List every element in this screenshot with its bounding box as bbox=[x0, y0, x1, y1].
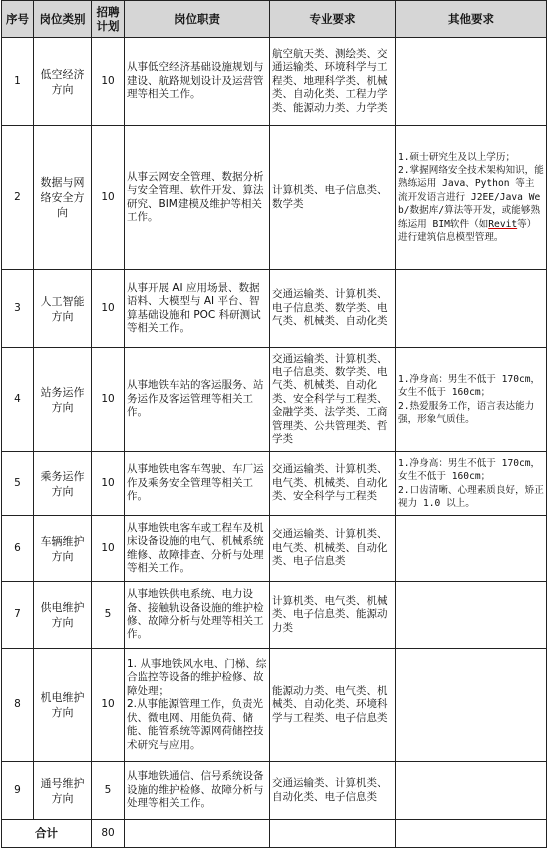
row-category: 数据与网络安全方向 bbox=[34, 126, 92, 270]
header-seq: 序号 bbox=[2, 1, 34, 38]
row-seq: 3 bbox=[2, 270, 34, 348]
row-plan: 10 bbox=[92, 649, 125, 762]
row-seq: 9 bbox=[2, 762, 34, 820]
row-plan: 10 bbox=[92, 38, 125, 126]
row-other bbox=[396, 516, 547, 582]
row-category: 站务运作方向 bbox=[34, 348, 92, 452]
total-empty-cell bbox=[270, 820, 396, 848]
row-major: 交通运输类、计算机类、电气类、机械类、自动化类、电子信息类 bbox=[270, 516, 396, 582]
header-duty: 岗位职责 bbox=[125, 1, 270, 38]
row-category: 通号维护方向 bbox=[34, 762, 92, 820]
row-major: 计算机类、电气类、机械类、电子信息类、能源动力类 bbox=[270, 582, 396, 649]
row-category: 供电维护方向 bbox=[34, 582, 92, 649]
total-label: 合计 bbox=[2, 820, 92, 848]
row-other: 1.净身高：男生不低于 170cm，女生不低于 160cm； 2.口齿清晰、心理素质良好，矫正视力 1.0 以上。 bbox=[396, 452, 547, 516]
table-row bbox=[2, 582, 547, 649]
row-plan: 10 bbox=[92, 516, 125, 582]
total-empty-cell bbox=[396, 820, 547, 848]
row-plan: 10 bbox=[92, 270, 125, 348]
header-major: 专业要求 bbox=[270, 1, 396, 38]
row-other: 1.净身高：男生不低于 170cm，女生不低于 160cm； 2.热爱服务工作，语言表达能力强，形象气质佳。 bbox=[396, 348, 547, 452]
header-category: 岗位类别 bbox=[34, 1, 92, 38]
row-duty: 从事开展 AI 应用场景、数据语料、大模型与 AI 平台、智算基础设施和 POC 科研测试等相关工作。 bbox=[125, 270, 270, 348]
row-plan: 10 bbox=[92, 126, 125, 270]
row-category: 低空经济方向 bbox=[34, 38, 92, 126]
row-seq: 2 bbox=[2, 126, 34, 270]
row-major: 交通运输类、计算机类、电气类、机械类、自动化类、安全科学与工程类 bbox=[270, 452, 396, 516]
row-other bbox=[396, 126, 547, 270]
row-major: 交通运输类、计算机类、自动化类、电子信息类 bbox=[270, 762, 396, 820]
row-other bbox=[396, 270, 547, 348]
row-duty: 从事地铁通信、信号系统设备设施的维护检修、故障分析与处理等相关工作。 bbox=[125, 762, 270, 820]
row-seq: 4 bbox=[2, 348, 34, 452]
table-row bbox=[2, 126, 547, 270]
header-other: 其他要求 bbox=[396, 1, 547, 38]
row-plan: 10 bbox=[92, 452, 125, 516]
row-plan: 5 bbox=[92, 582, 125, 649]
revit-term: Revit bbox=[488, 218, 518, 230]
row-category: 人工智能方向 bbox=[34, 270, 92, 348]
row-other bbox=[396, 38, 547, 126]
total-row bbox=[2, 820, 547, 848]
row-seq: 7 bbox=[2, 582, 34, 649]
header-plan: 招聘 计划 bbox=[92, 1, 125, 38]
row-seq: 5 bbox=[2, 452, 34, 516]
table-row bbox=[2, 270, 547, 348]
table-row bbox=[2, 452, 547, 516]
row-duty: 从事地铁电客车驾驶、车厂运作及乘务安全管理等相关工作。 bbox=[125, 452, 270, 516]
table-header-row bbox=[2, 1, 547, 38]
row-seq: 1 bbox=[2, 38, 34, 126]
table-row bbox=[2, 649, 547, 762]
row-plan: 5 bbox=[92, 762, 125, 820]
row-major: 计算机类、电子信息类、数学类 bbox=[270, 126, 396, 270]
other-text-b: 等）进行建筑信息模型管理。 bbox=[398, 218, 537, 244]
row-other bbox=[396, 582, 547, 649]
other-text-a: 1.硕士研究生及以上学历； 2.掌握网络安全技术架构知识，能熟练运用 Java、Python 等主流开发语言进行 J2EE/Java Web/数据库/算法等开发，或能够熟练运用 BIM软件（如 bbox=[398, 151, 544, 230]
row-duty: 从事云网安全管理、数据分析与安全管理、软件开发、算法研究、BIM建模及维护等相关工作。 bbox=[125, 126, 270, 270]
row-other bbox=[396, 649, 547, 762]
row-duty: 从事地铁车站的客运服务、站务运作及客运管理等相关工作。 bbox=[125, 348, 270, 452]
row-duty: 从事地铁供电系统、电力设备、接触轨设备设施的维护检修、故障分析与处理等相关工作。 bbox=[125, 582, 270, 649]
total-empty-cell bbox=[125, 820, 270, 848]
total-plan: 80 bbox=[92, 820, 125, 848]
table-row bbox=[2, 762, 547, 820]
row-major: 交通运输类、计算机类、电子信息类、数学类、电气类、机械类、自动化类 bbox=[270, 270, 396, 348]
row-other bbox=[396, 762, 547, 820]
row-seq: 8 bbox=[2, 649, 34, 762]
table-row bbox=[2, 38, 547, 126]
row-major: 交通运输类、计算机类、电子信息类、数学类、电气类、机械类、自动化类、安全科学与工程类、金融学类、法学类、工商管理类、公共管理类、哲学类 bbox=[270, 348, 396, 452]
row-category: 乘务运作方向 bbox=[34, 452, 92, 516]
row-major: 航空航天类、测绘类、交通运输类、环境科学与工程类、地理科学类、机械类、自动化类、工程力学类、能源动力类、力学类 bbox=[270, 38, 396, 126]
row-seq: 6 bbox=[2, 516, 34, 582]
row-plan: 10 bbox=[92, 348, 125, 452]
recruitment-table bbox=[1, 0, 547, 848]
row-major: 能源动力类、电气类、机械类、自动化类、环境科学与工程类、电子信息类 bbox=[270, 649, 396, 762]
row-duty: 从事地铁电客车或工程车及机床设备设施的电气、机械系统维修、故障排查、分析与处理等相关工作。 bbox=[125, 516, 270, 582]
row-duty: 1. 从事地铁风水电、门梯、综合监控等设备的维护检修、故障处理； 2.从事能源管理工作，负责光伏、微电网、用能负荷、储能、能管系统等源网荷储控技术研究与应用。 bbox=[125, 649, 270, 762]
row-category: 机电维护方向 bbox=[34, 649, 92, 762]
table-row bbox=[2, 516, 547, 582]
row-duty: 从事低空经济基础设施规划与建设、航路规划设计及运营管理等相关工作。 bbox=[125, 38, 270, 126]
row-category: 车辆维护方向 bbox=[34, 516, 92, 582]
table-row bbox=[2, 348, 547, 452]
